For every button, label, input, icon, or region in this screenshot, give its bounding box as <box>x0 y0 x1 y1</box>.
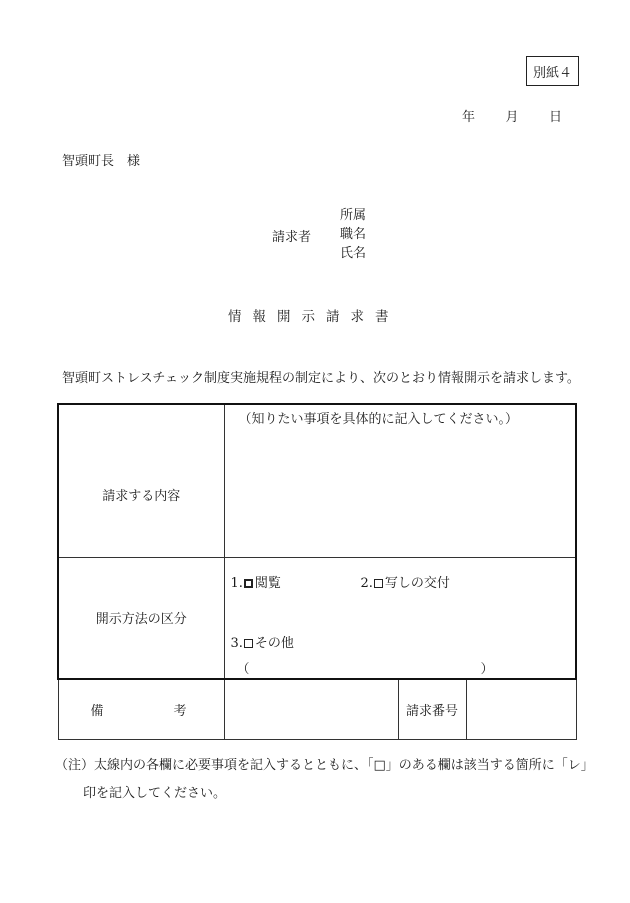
name-label: 氏名 <box>340 246 367 261</box>
checkbox-icon[interactable] <box>244 579 253 588</box>
option-other-label: その他 <box>254 635 294 651</box>
remarks-label-1: 備 <box>90 703 104 719</box>
method-label: 開示方法の区分 <box>95 612 187 628</box>
remarks-label-2: 考 <box>173 703 187 719</box>
document-title: 情報開示請求書 <box>228 309 400 325</box>
requester-fields <box>340 206 366 263</box>
date-year: 年 <box>462 110 476 125</box>
date-day: 日 <box>548 110 562 125</box>
remarks-label-cell <box>58 679 224 739</box>
method-label-cell <box>58 557 224 679</box>
option-copy[interactable] <box>361 572 450 591</box>
remarks-row <box>58 679 576 739</box>
date-month: 月 <box>505 110 519 125</box>
option-view[interactable] <box>231 572 281 591</box>
remarks-input[interactable] <box>224 679 398 739</box>
method-options-cell <box>224 557 576 679</box>
checkbox-icon[interactable] <box>374 579 383 588</box>
other-open-paren: （ <box>236 661 250 677</box>
option-view-label: 閲覧 <box>254 575 281 591</box>
intro-text: 智頭町ストレスチェック制度実施規程の制定により、次のとおり情報開示を請求します。 <box>62 371 580 386</box>
addressee: 智頭町長 様 <box>62 154 141 169</box>
footnote <box>55 752 594 808</box>
content-hint: （知りたい事項を具体的に記入してください。） <box>238 412 519 427</box>
content-label: 請求する内容 <box>102 489 181 505</box>
affiliation-label: 所属 <box>340 208 367 223</box>
request-form-table <box>57 403 577 740</box>
request-number-input[interactable] <box>466 679 576 739</box>
option-other-number: 3. <box>230 635 243 651</box>
request-number-label-cell <box>398 679 466 739</box>
annex-text: 別紙４ <box>532 65 572 81</box>
checkbox-icon[interactable] <box>244 639 253 648</box>
requester-label: 請求者 <box>272 230 312 245</box>
option-other[interactable] <box>231 632 294 651</box>
option-copy-number: 2. <box>360 575 373 591</box>
footnote-line-2: 印を記入してください。 <box>83 786 227 801</box>
method-row <box>58 557 576 679</box>
content-label-cell <box>58 404 224 557</box>
request-number-label: 請求番号 <box>405 703 458 719</box>
other-close-paren: ） <box>480 661 494 677</box>
option-copy-label: 写しの交付 <box>384 575 450 591</box>
annex-label <box>526 56 579 86</box>
position-label: 職名 <box>340 227 367 242</box>
content-row <box>58 404 576 557</box>
content-input-area[interactable] <box>224 404 576 557</box>
footnote-line-1: （注）太線内の各欄に必要事項を記入するとともに、「□」のある欄は該当する箇所に「レ」 <box>55 758 594 773</box>
option-view-number: 1. <box>230 575 243 591</box>
date-line <box>462 106 562 125</box>
